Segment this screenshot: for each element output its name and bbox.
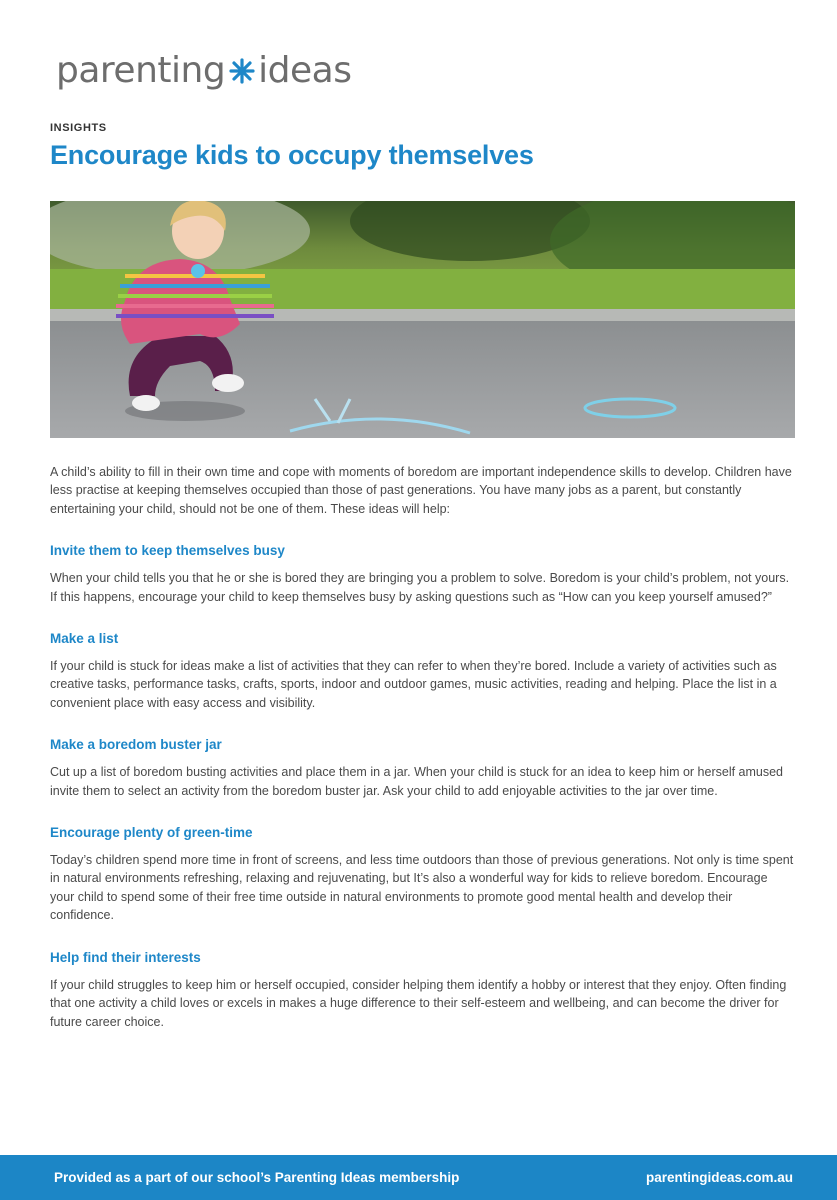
brand-logo (56, 50, 352, 91)
article-body (50, 463, 795, 1031)
section-interests (50, 950, 795, 1031)
footer-membership-text: Provided as a part of our school’s Parenting Ideas membership (54, 1170, 460, 1185)
section-body: Cut up a list of boredom busting activities and place them in a jar. When your child is stuck for an idea to keep him or herself amused invite them to select an activity from the boredom buster jar. Ask your child to add enjoyable activities to the jar over time. (50, 765, 784, 798)
intro-paragraph: A child’s ability to fill in their own time and cope with moments of boredom are important independence skills to develop. Children have less practise at keeping themselves occupied than those of past generations. You have many jobs as a parent, but constantly entertaining your child, should not be one of them. These ideas will help: (50, 465, 792, 516)
section-heading: Make a list (50, 631, 119, 647)
section-heading: Help find their interests (50, 949, 201, 965)
section-body: When your child tells you that he or she is bored they are bringing you a problem to solve. Boredom is your child’s problem, not yours. If this happens, encourage your child to keep themselves busy by asking questions such as “How can you keep yourself amused?” (50, 571, 790, 604)
section-green-time (50, 825, 795, 925)
section-heading: Invite them to keep themselves busy (50, 543, 285, 559)
section-body: Today’s children spend more time in front of screens, and less time outdoors than those of previous generations. Not only is time spent in natural environments refreshing, relaxing and rejuvenating, but It’s also a wonderful way for kids to relieve boredom. Encourage your child to spend some of their free time outside in natural environments to promote good mental health and develop their confidence. (50, 853, 794, 923)
hero-image (50, 201, 795, 438)
footer-bar (0, 1155, 837, 1200)
logo-text-ideas: ideas (258, 50, 352, 91)
section-make-list (50, 631, 795, 712)
section-body: If your child is stuck for ideas make a list of activities that they can refer to when they’re bored. Include a variety of activities such as creative tasks, performance tasks, crafts, sports, indoor and outdoor games, music activities, reading and helping. Place the list in a convenient place with easy access and visibility. (50, 659, 777, 710)
section-invite (50, 543, 795, 606)
section-boredom-jar (50, 737, 795, 800)
category-label: INSIGHTS (50, 122, 107, 134)
section-heading: Make a boredom buster jar (50, 737, 222, 753)
footer-website-link[interactable]: parentingideas.com.au (645, 1170, 793, 1185)
page-title: Encourage kids to occupy themselves (50, 140, 534, 170)
logo-text-parenting: parenting (56, 50, 226, 91)
section-body: If your child struggles to keep him or herself occupied, consider helping them identify a hobby or interest that they enjoy. Often finding that one activity a child loves or excels in makes a huge difference to their self-esteem and wellbeing, and can become the driver for future career choice. (50, 977, 787, 1029)
section-heading: Encourage plenty of green-time (50, 825, 253, 841)
asterisk-star-icon (228, 57, 256, 85)
